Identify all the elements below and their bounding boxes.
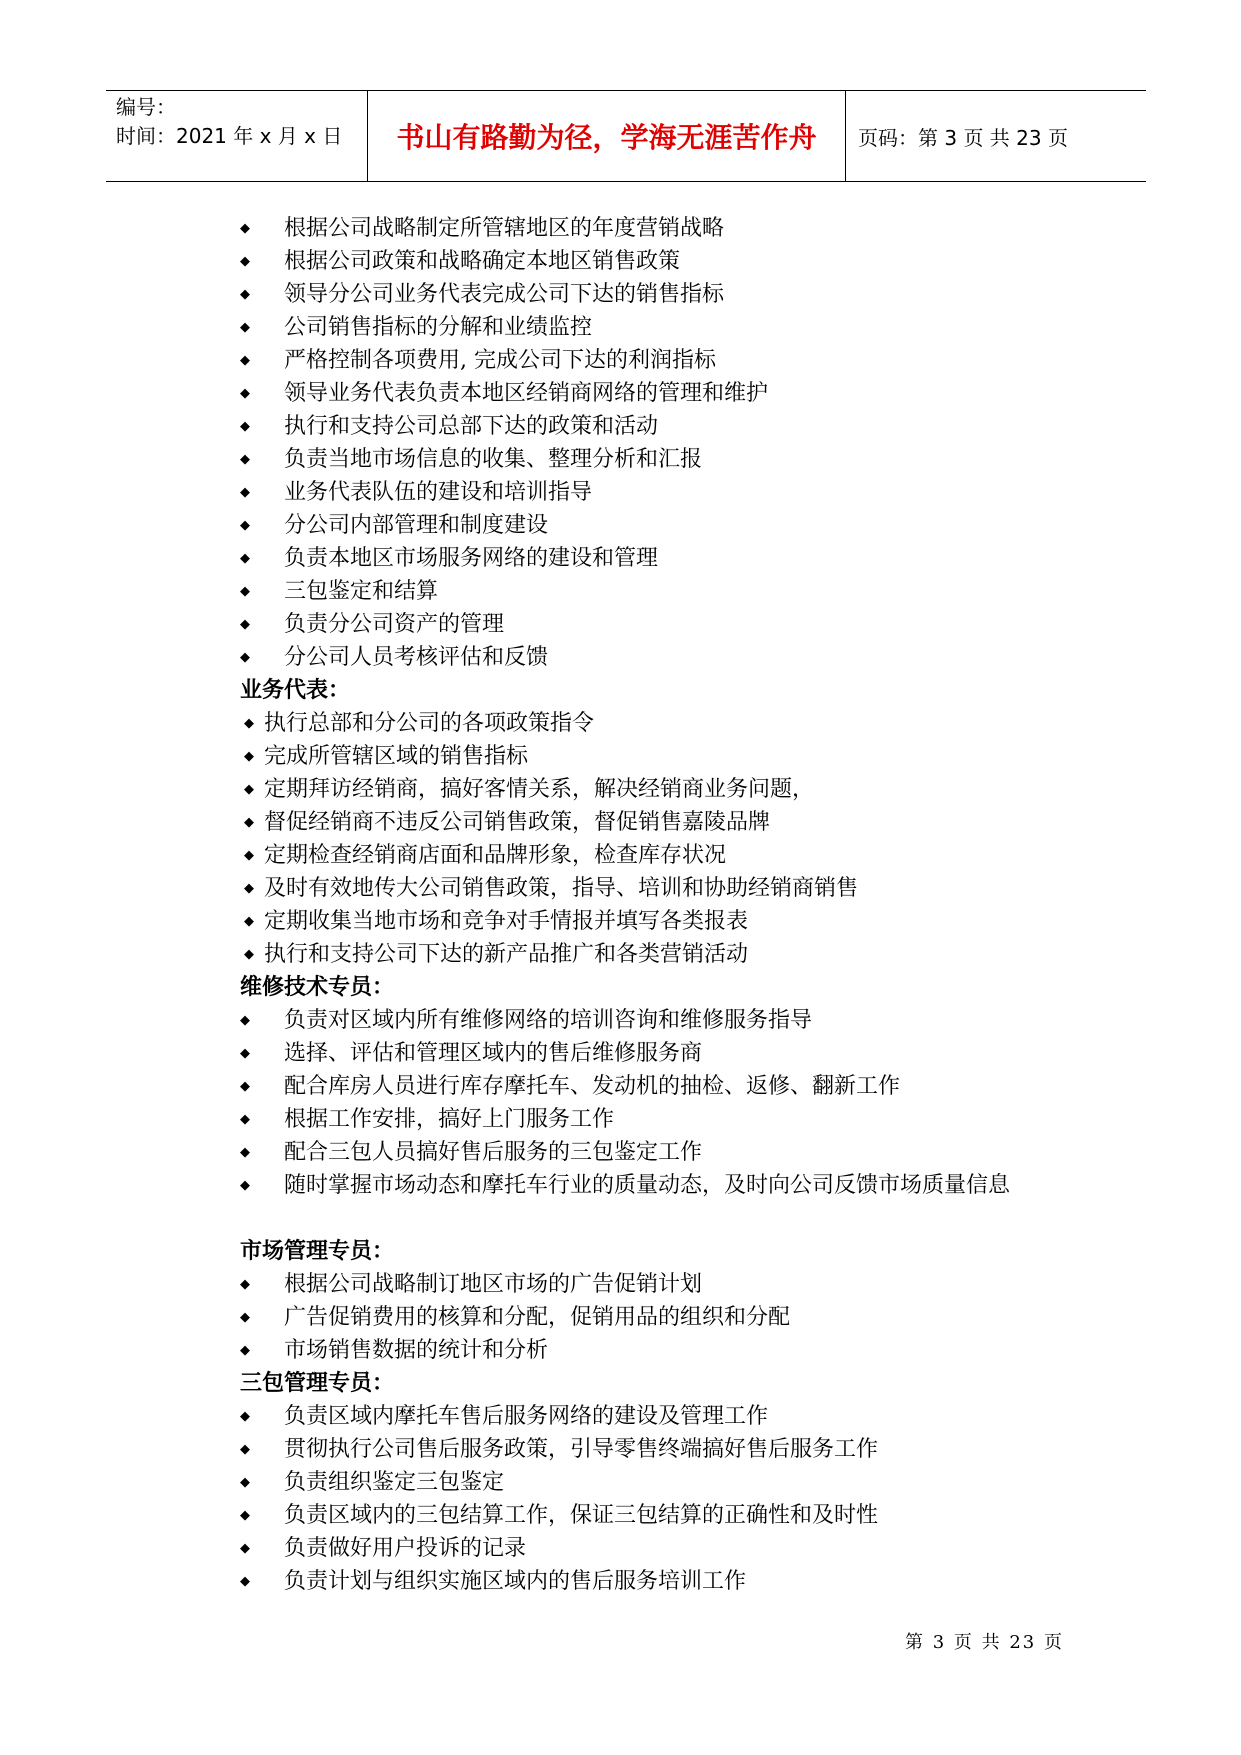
list-item: [240, 1169, 1100, 1235]
list-item-text: 分公司内部管理和制度建设: [284, 513, 549, 538]
list-item-text: 领导业务代表负责本地区经销商网络的管理和维护: [284, 381, 769, 406]
diamond-bullet-icon: ◆: [240, 452, 250, 467]
diamond-bullet-icon: ◆: [240, 320, 250, 335]
diamond-bullet-icon: ◆: [244, 749, 254, 764]
diamond-bullet-icon: ◆: [240, 551, 250, 566]
list-item-text: 分公司人员考核评估和反馈: [284, 645, 549, 670]
list-item-text: 选择、评估和管理区域内的售后维修服务商: [284, 1041, 703, 1066]
list-item: [240, 1301, 1100, 1334]
diamond-bullet-icon: ◆: [240, 254, 250, 269]
list-item-text: 负责分公司资产的管理: [284, 612, 505, 637]
list-item-text: 根据公司战略制定所管辖地区的年度营销战略: [284, 216, 725, 241]
diamond-bullet-icon: ◆: [240, 485, 250, 500]
diamond-bullet-icon: ◆: [240, 1442, 250, 1457]
document-number-label: 编号：: [116, 95, 176, 119]
list-item-text: 配合库房人员进行库存摩托车、发动机的抽检、返修、翻新工作: [284, 1074, 901, 1099]
diamond-bullet-icon: ◆: [240, 1112, 250, 1127]
list-item-text: 负责对区域内所有维修网络的培训咨询和维修服务指导: [284, 1008, 813, 1033]
list-item: [240, 1532, 1100, 1565]
section-heading-tech: 维修技术专员：: [240, 975, 395, 1000]
list-item: [240, 1499, 1100, 1532]
diamond-bullet-icon: ◆: [240, 353, 250, 368]
list-item: [240, 1037, 1100, 1070]
list-item-text: 及时有效地传大公司销售政策，指导、培训和协助经销商销售: [264, 876, 859, 901]
document-body: [240, 212, 1100, 1598]
list-item-text: 领导分公司业务代表完成公司下达的销售指标: [284, 282, 725, 307]
list-item-text: 公司销售指标的分解和业绩监控: [284, 315, 593, 340]
list-item: [240, 707, 1100, 740]
diamond-bullet-icon: ◆: [240, 1178, 250, 1193]
list-item: [240, 1004, 1100, 1037]
list-item: [240, 905, 1100, 938]
section-heading-sales-rep: 业务代表：: [240, 678, 351, 703]
list-item-text: 负责计划与组织实施区域内的售后服务培训工作: [284, 1569, 747, 1594]
list-item-text: 市场销售数据的统计和分析: [284, 1338, 549, 1363]
branch-manager-duties-list: [240, 212, 1100, 674]
list-item: [240, 575, 1100, 608]
warranty-duties-list: [240, 1400, 1100, 1598]
list-item-text: 根据公司战略制订地区市场的广告促销计划: [284, 1272, 703, 1297]
diamond-bullet-icon: ◆: [244, 881, 254, 896]
diamond-bullet-icon: ◆: [240, 518, 250, 533]
diamond-bullet-icon: ◆: [240, 1475, 250, 1490]
diamond-bullet-icon: ◆: [240, 1541, 250, 1556]
list-item-text: 贯彻执行公司售后服务政策，引导零售终端搞好售后服务工作: [284, 1437, 879, 1462]
list-item: [240, 839, 1100, 872]
section-heading-market: 市场管理专员：: [240, 1239, 395, 1264]
document-time-label: 时间：2021 年 x 月 x 日: [116, 124, 343, 148]
diamond-bullet-icon: ◆: [240, 584, 250, 599]
list-item: [240, 410, 1100, 443]
list-item: [240, 245, 1100, 278]
list-item: [240, 1466, 1100, 1499]
list-item-text: 随时掌握市场动态和摩托车行业的质量动态，及时向公司反馈市场质量信息: [284, 1173, 1011, 1198]
diamond-bullet-icon: ◆: [240, 1409, 250, 1424]
diamond-bullet-icon: ◆: [244, 782, 254, 797]
list-item: [240, 311, 1100, 344]
sales-rep-duties-list: [240, 707, 1100, 971]
diamond-bullet-icon: ◆: [240, 1046, 250, 1061]
list-item-text: 负责做好用户投诉的记录: [284, 1536, 527, 1561]
diamond-bullet-icon: ◆: [240, 1574, 250, 1589]
list-item: [240, 872, 1100, 905]
list-item-text: 严格控制各项费用, 完成公司下达的利润指标: [284, 348, 716, 373]
section-heading-warranty: 三包管理专员：: [240, 1371, 395, 1396]
list-item-text: 定期拜访经销商，搞好客情关系，解决经销商业务问题，: [264, 777, 815, 802]
list-item: [240, 1103, 1100, 1136]
list-item: [240, 608, 1100, 641]
diamond-bullet-icon: ◆: [240, 1310, 250, 1325]
list-item: [240, 377, 1100, 410]
list-item: [240, 1433, 1100, 1466]
diamond-bullet-icon: ◆: [240, 1343, 250, 1358]
diamond-bullet-icon: ◆: [240, 287, 250, 302]
list-item-text: 根据工作安排，搞好上门服务工作: [284, 1107, 615, 1132]
page-header: [106, 90, 1146, 182]
list-item-text: 执行和支持公司下达的新产品推广和各类营销活动: [264, 942, 749, 967]
list-item-text: 负责本地区市场服务网络的建设和管理: [284, 546, 659, 571]
header-motto: 书山有路勤为径，学海无涯苦作舟: [368, 91, 846, 181]
list-item: [240, 773, 1100, 806]
diamond-bullet-icon: ◆: [240, 1013, 250, 1028]
diamond-bullet-icon: ◆: [240, 386, 250, 401]
list-item: [240, 806, 1100, 839]
diamond-bullet-icon: ◆: [240, 617, 250, 632]
list-item: [240, 938, 1100, 971]
list-item-text: 督促经销商不违反公司销售政策，督促销售嘉陵品牌: [264, 810, 771, 835]
list-item: [240, 344, 1100, 377]
tech-duties-list: [240, 1004, 1100, 1235]
diamond-bullet-icon: ◆: [244, 815, 254, 830]
list-item: [240, 443, 1100, 476]
list-item-text: 负责当地市场信息的收集、整理分析和汇报: [284, 447, 703, 472]
diamond-bullet-icon: ◆: [240, 1277, 250, 1292]
list-item: [240, 1334, 1100, 1367]
diamond-bullet-icon: ◆: [244, 848, 254, 863]
list-item-text: 负责区域内摩托车售后服务网络的建设及管理工作: [284, 1404, 769, 1429]
list-item: [240, 1070, 1100, 1103]
header-meta: [106, 91, 368, 181]
list-item: [240, 1268, 1100, 1301]
list-item: [240, 1565, 1100, 1598]
list-item-text: 执行和支持公司总部下达的政策和活动: [284, 414, 659, 439]
diamond-bullet-icon: ◆: [240, 1079, 250, 1094]
diamond-bullet-icon: ◆: [244, 914, 254, 929]
diamond-bullet-icon: ◆: [244, 947, 254, 962]
list-item-text: 负责组织鉴定三包鉴定: [284, 1470, 505, 1495]
diamond-bullet-icon: ◆: [244, 716, 254, 731]
list-item-text: 业务代表队伍的建设和培训指导: [284, 480, 593, 505]
list-item-text: 负责区域内的三包结算工作，保证三包结算的正确性和及时性: [284, 1503, 879, 1528]
list-item: [240, 542, 1100, 575]
list-item: [240, 1400, 1100, 1433]
diamond-bullet-icon: ◆: [240, 221, 250, 236]
market-duties-list: [240, 1268, 1100, 1367]
list-item: [240, 212, 1100, 245]
list-item-text: 配合三包人员搞好售后服务的三包鉴定工作: [284, 1140, 703, 1165]
diamond-bullet-icon: ◆: [240, 1145, 250, 1160]
list-item-text: 定期检查经销商店面和品牌形象，检查库存状况: [264, 843, 727, 868]
list-item-text: 根据公司政策和战略确定本地区销售政策: [284, 249, 681, 274]
list-item: [240, 509, 1100, 542]
list-item: [240, 641, 1100, 674]
list-item: [240, 1136, 1100, 1169]
list-item-text: 完成所管辖区域的销售指标: [264, 744, 529, 769]
page-footer: 第 3 页 共 23 页: [905, 1632, 1064, 1653]
list-item-text: 定期收集当地市场和竞争对手情报并填写各类报表: [264, 909, 749, 934]
diamond-bullet-icon: ◆: [240, 650, 250, 665]
list-item-text: 三包鉴定和结算: [284, 579, 439, 604]
header-page-number: 页码：第 3 页 共 23 页: [858, 125, 1068, 150]
list-item-text: 执行总部和分公司的各项政策指令: [264, 711, 595, 736]
list-item: [240, 278, 1100, 311]
diamond-bullet-icon: ◆: [240, 1508, 250, 1523]
list-item: [240, 476, 1100, 509]
diamond-bullet-icon: ◆: [240, 419, 250, 434]
list-item-text: 广告促销费用的核算和分配，促销用品的组织和分配: [284, 1305, 791, 1330]
list-item: [240, 740, 1100, 773]
